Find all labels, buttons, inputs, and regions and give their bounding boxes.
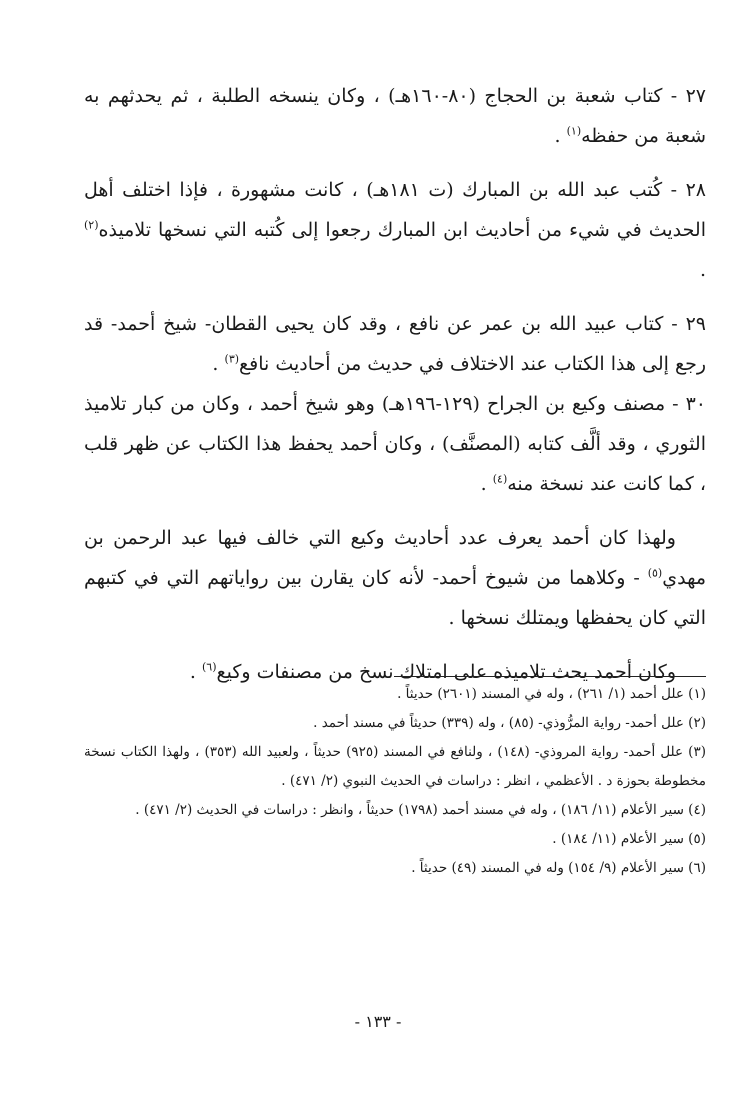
footnote-divider — [394, 676, 706, 677]
footnote-6: (٦) سير الأعلام (٩/ ١٥٤) وله في المسند (٤٩) حديثاً . — [411, 860, 706, 876]
footnote-1: (١) علل أحمد (١/ ٢٦١) ، وله في المسند (٢٦٠١) حديثاً . — [397, 686, 706, 702]
paragraph-body-1: ولهذا كان أحمد يعرف عدد أحاديث وكيع التي خالف فيها عبد الرحمن بن مهدي$^{(٥)}$ - وكلاهما من شيوخ أحمد- لأنه كان يقارن بين رواياتهم التي في كتبهم التي كان يحفظها ويمتلك نسخها . — [84, 527, 706, 629]
footnote-ref-3[interactable]: (٣) — [224, 352, 240, 366]
footnote-2: (٢) علل أحمد- رواية المرُّوذي- (٨٥) ، وله (٣٣٩) حديثاً في مسند أحمد . — [313, 715, 706, 731]
paragraph-item-29: ٢٩ - كتاب عبيد الله بن عمر عن نافع ، وقد كان يحيى القطان- شيخ أحمد- قد رجع إلى هذا الكتاب عند الاختلاف في حديث من أحاديث نافع$^{(٣)}$ . — [84, 313, 706, 375]
paragraph-item-28: ٢٨ - كُتب عبد الله بن المبارك (ت ١٨١هـ) ، كانت مشهورة ، فإذا اختلف أهل الحديث في شيء من أحاديث ابن المبارك رجعوا إلى كُتبه التي نسخها تلاميذه$^{(٢)}$ . — [84, 179, 706, 281]
footnote-ref-6[interactable]: (٦) — [201, 660, 217, 674]
footnote-ref-2[interactable]: (٢) — [84, 218, 99, 232]
footnote-ref-4[interactable]: (٤) — [492, 472, 508, 486]
paragraph-body-2: وكان أحمد يحث تلاميذه على امتلاك نسخ من مصنفات وكيع$^{(٦)}$ . — [189, 660, 676, 683]
footnote-5: (٥) سير الأعلام (١١/ ١٨٤) . — [552, 831, 706, 847]
paragraph-item-27: ٢٧ - كتاب شعبة بن الحجاج (٨٠-١٦٠هـ) ، وكان ينسخه الطلبة ، ثم يحدثهم به شعبة من حفظه$^{(١)}$ . — [84, 85, 707, 147]
footnote-4: (٤) سير الأعلام (١١/ ١٨٦) ، وله في مسند أحمد (١٧٩٨) حديثاً ، وانظر : دراسات في الحديث (٢/ ٤٧١) . — [135, 802, 706, 818]
footnote-3: (٣) علل أحمد- رواية المروذي- (١٤٨) ، ولنافع في المسند (٩٢٥) حديثاً ، ولعبيد الله (٣٥٣) ، ولهذا الكتاب نسخة مخطوطة بحوزة د . الأعظمي ، انظر : دراسات في الحديث النبوي (٢/ ٤٧١) . — [84, 744, 706, 789]
footnote-ref-5[interactable]: (٥) — [647, 566, 663, 580]
main-text — [84, 76, 706, 692]
footnote-ref-1[interactable]: (١) — [566, 124, 582, 138]
page-number: - ١٣٣ - — [354, 1012, 402, 1031]
footnotes — [84, 680, 706, 883]
paragraph-item-30: ٣٠ - مصنف وكيع بن الجراح (١٢٩-١٩٦هـ) وهو شيخ أحمد ، وكان من كبار تلاميذ الثوري ، وقد ألَّف كتابه (المصنَّف) ، وكان أحمد يحفظ هذا الكتاب عن ظهر قلب ، كما كانت عند نسخة منه$^{(٤)}$ . — [84, 393, 706, 495]
